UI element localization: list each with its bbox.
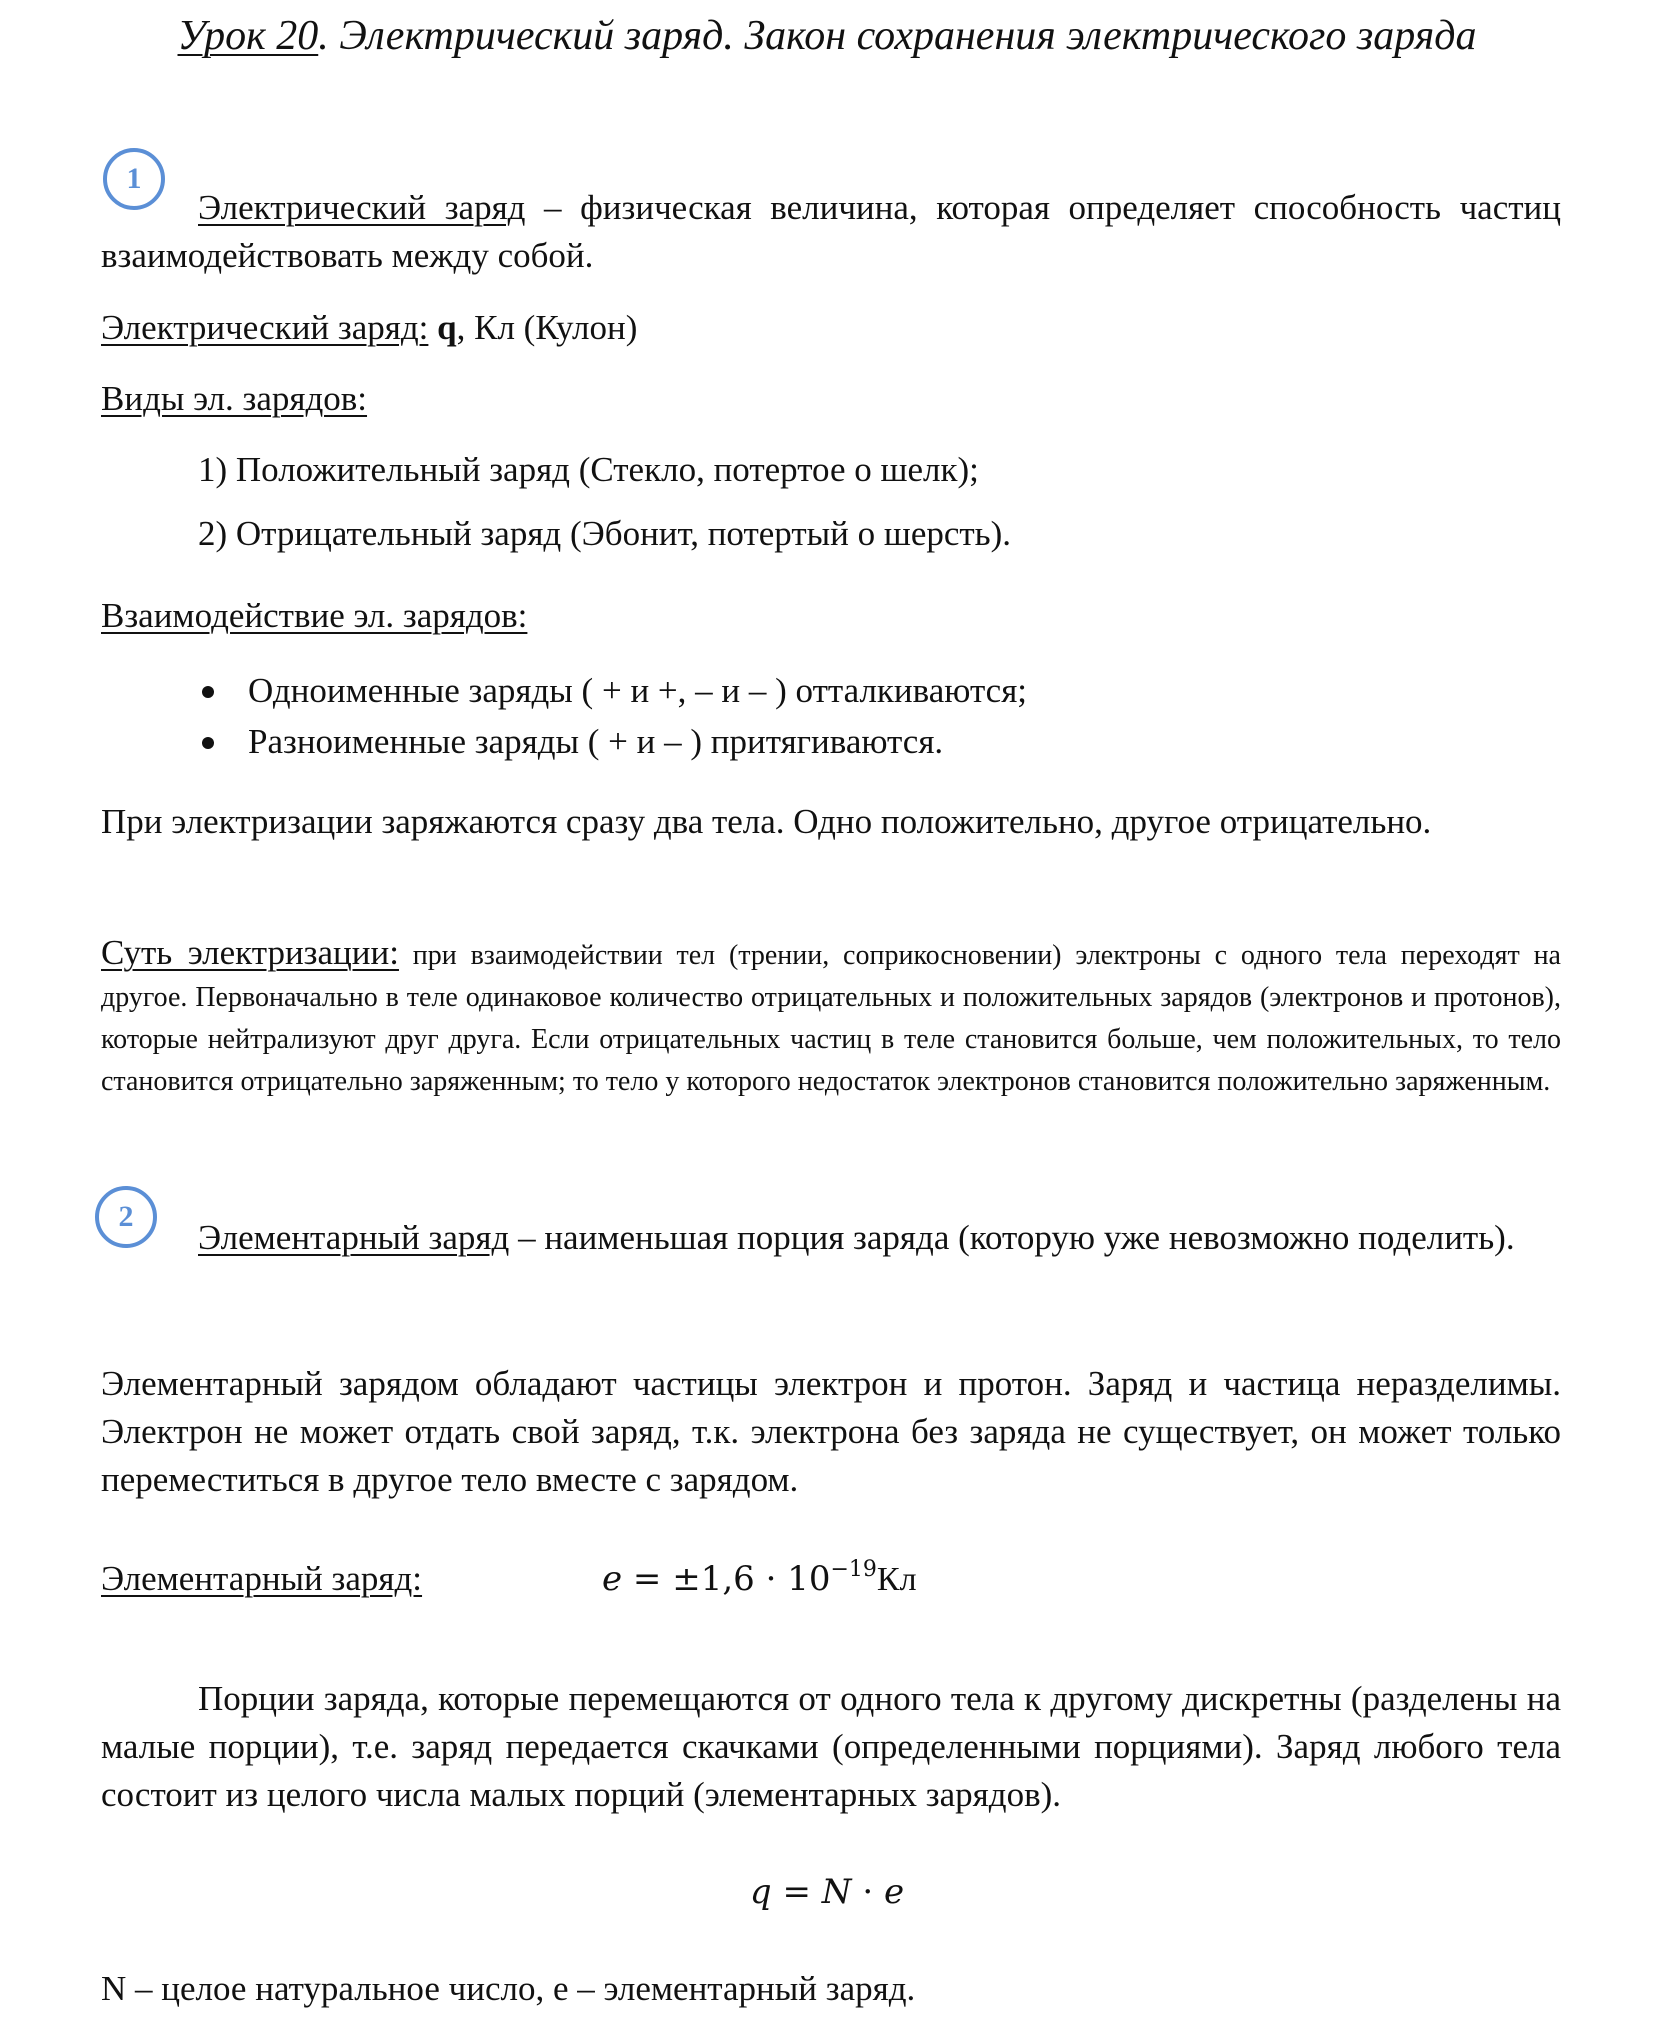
charge-definition-text: – физическая величина, которая определяет способность частиц взаимодействовать между собой. bbox=[101, 188, 1561, 275]
elementary-charge-formula: $e = \pm 1,6 \cdot 10^{-19}Кл$ bbox=[602, 1556, 917, 1599]
elementary-definition bbox=[101, 1214, 1561, 1262]
charge-quantization-formula: q = N · e bbox=[749, 1872, 905, 1912]
formula-var-e: e bbox=[602, 1559, 623, 1599]
electrization-paragraph: При электризации заряжаются сразу два тела. Одно положительно, другое отрицательно. bbox=[101, 802, 1432, 841]
notation-label: Электрический заряд: bbox=[101, 308, 429, 347]
particles-paragraph: Элементарный зарядом обладают частицы электрон и протон. Заряд и частица неразделимы. Электрон не может отдать свой заряд, т.к. электрона без заряда не существует, он может только переместиться в другое тело вместе с зарядом. bbox=[101, 1364, 1561, 1499]
elementary-term: Элементарный заряд bbox=[198, 1218, 510, 1257]
kinds-heading: Виды эл. зарядов: bbox=[101, 379, 368, 418]
charge-notation bbox=[101, 304, 637, 352]
elementary-definition-text: – наименьшая порция заряда (которую уже невозможно поделить). bbox=[509, 1218, 1515, 1257]
section-2-badge: 2 bbox=[95, 1186, 157, 1248]
charge-symbol: q bbox=[437, 308, 457, 347]
charge-unit: , Кл (Кулон) bbox=[456, 308, 638, 347]
formula-exponent: −19 bbox=[830, 1556, 877, 1582]
interaction-repel: Одноименные заряды ( + и +, – и – ) отталкиваются; bbox=[248, 671, 1028, 710]
essence-paragraph bbox=[101, 932, 1561, 1103]
section-1-badge: 1 bbox=[103, 148, 165, 210]
interaction-attract: Разноименные заряды ( + и – ) притягиваются. bbox=[248, 722, 944, 761]
bullet-icon bbox=[202, 686, 214, 698]
kind-negative: 2) Отрицательный заряд (Эбонит, потертый о шерсть). bbox=[198, 514, 1012, 553]
kind-positive: 1) Положительный заряд (Стекло, потертое о шелк); bbox=[198, 450, 979, 489]
essence-text: при взаимодействии тел (трении, соприкосновении) электроны с одного тела переходят на другое. Первоначально в теле одинаковое количество отрицательных и положительных зарядов (электронов и протонов), которые нейтрализуют друг друга. Если отрицательных частиц в теле становится больше, чем положительных, то тело становится отрицательно заряженным; то тело у которого недостаток электронов становится положительно заряженным. bbox=[101, 940, 1561, 1097]
essence-label: Суть электризации: bbox=[101, 933, 399, 972]
charge-definition bbox=[101, 184, 1561, 280]
bullet-icon bbox=[202, 737, 214, 749]
formula-unit: Кл bbox=[876, 1561, 917, 1598]
page-title bbox=[0, 8, 1654, 64]
portions-paragraph: Порции заряда, которые перемещаются от одного тела к другому дискретны (разделены на малые порции), т.е. заряд передается скачками (определенными порциями). Заряд любого тела состоит из целого числа малых порций (элементарных зарядов). bbox=[101, 1679, 1561, 1814]
elementary-label: Элементарный заряд: bbox=[101, 1559, 423, 1598]
charge-term: Электрический заряд bbox=[198, 188, 526, 227]
formula-legend: N – целое натуральное число, e – элементарный заряд. bbox=[101, 1969, 916, 2008]
interaction-heading: Взаимодействие эл. зарядов: bbox=[101, 596, 528, 635]
lesson-number: Урок 20 bbox=[177, 13, 319, 59]
title-text: . Электрический заряд. Закон сохранения электрического заряда bbox=[318, 13, 1477, 59]
